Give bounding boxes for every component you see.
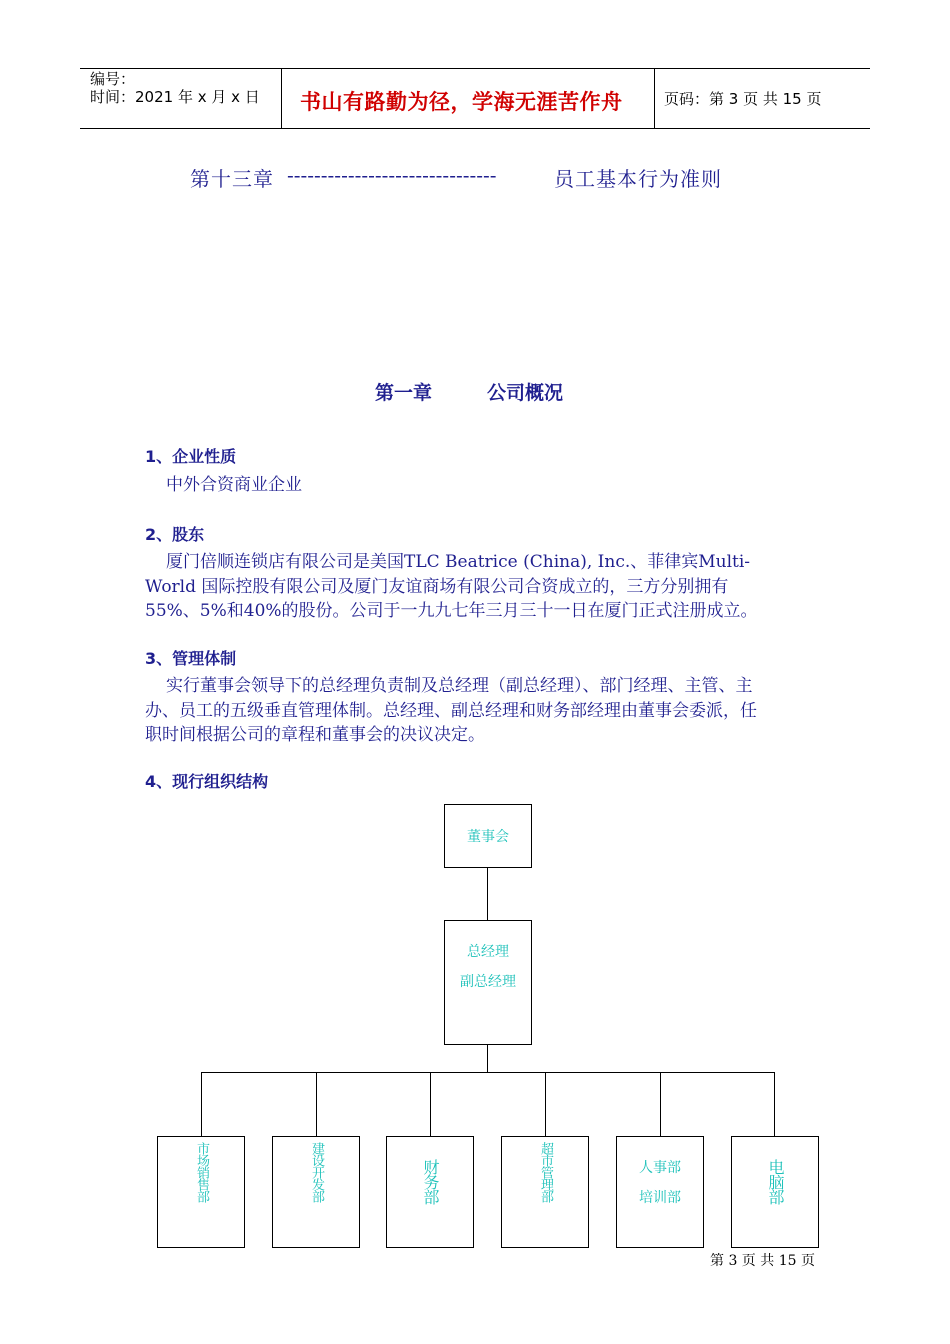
org-gm-box <box>444 920 532 1045</box>
header-page-info: 页码：第 3 页 共 15 页 <box>664 90 822 108</box>
section-3-line-2: 办、员工的五级垂直管理体制。总经理、副总经理和财务部经理由董事会委派，任 <box>145 701 757 721</box>
dept-label-marketing: 市场销售部 <box>194 1142 209 1202</box>
dept-label-supermarket: 超市管理部 <box>538 1142 553 1202</box>
section-heading-3: 3、管理体制 <box>145 649 237 668</box>
dept-label-it: 电脑部 <box>766 1159 785 1204</box>
org-dept-hr <box>616 1136 704 1248</box>
page-footer: 第 3 页 共 15 页 <box>710 1253 815 1269</box>
serial-label: 编号： <box>90 70 136 88</box>
header-divider-left <box>281 68 282 129</box>
connector-dept-2 <box>316 1072 317 1136</box>
connector-dept-3 <box>430 1072 431 1136</box>
org-dept-supermarket <box>501 1136 589 1248</box>
connector-dept-6 <box>774 1072 775 1136</box>
org-dept-marketing <box>157 1136 245 1248</box>
header-top-rule <box>80 68 870 69</box>
connector-dept-1 <box>201 1072 202 1136</box>
toc-chapter: 第十三章 <box>190 167 274 191</box>
toc-title: 员工基本行为准则 <box>554 167 722 191</box>
connector-gm-bus <box>487 1045 488 1072</box>
connector-board-gm <box>487 868 488 920</box>
connector-dept-5 <box>660 1072 661 1136</box>
date-label: 时间：2021 年 x 月 x 日 <box>90 88 260 106</box>
section-heading-1: 1、企业性质 <box>145 447 237 466</box>
section-body-1: 中外合资商业企业 <box>166 475 302 495</box>
chapter-title: 公司概况 <box>487 382 564 404</box>
section-3-line-1: 实行董事会领导下的总经理负责制及总经理（副总经理）、部门经理、主管、主 <box>166 676 753 696</box>
toc-dashes: ------------------------------- <box>287 163 497 187</box>
dept-label-hr: 人事部 <box>639 1160 681 1176</box>
org-dept-it <box>731 1136 819 1248</box>
org-dept-finance <box>386 1136 474 1248</box>
header-motto: 书山有路勤为径，学海无涯苦作舟 <box>300 89 623 114</box>
section-2-line-1: 厦门倍顺连锁店有限公司是美国TLC Beatrice (China), Inc.、菲律宾Multi- <box>166 552 751 572</box>
org-dept-construction <box>272 1136 360 1248</box>
section-heading-2: 2、股东 <box>145 525 205 544</box>
dept-label-training: 培训部 <box>639 1190 681 1206</box>
org-board-box <box>444 804 532 868</box>
org-board-label: 董事会 <box>467 829 509 845</box>
section-3-line-3: 职时间根据公司的章程和董事会的决议决定。 <box>145 725 485 745</box>
header-divider-right <box>654 68 655 129</box>
dept-label-finance: 财务部 <box>421 1159 440 1204</box>
org-gm-label: 总经理 <box>467 944 509 960</box>
section-heading-4: 4、现行组织结构 <box>145 772 269 791</box>
dept-label-construction: 建设开发部 <box>309 1142 324 1202</box>
section-2-line-2: World 国际控股有限公司及厦门友谊商场有限公司合资成立的，三方分别拥有 <box>145 577 729 597</box>
org-deputy-gm-label: 副总经理 <box>460 974 516 990</box>
connector-dept-4 <box>545 1072 546 1136</box>
connector-horizontal-bus <box>201 1072 775 1073</box>
header-bottom-rule <box>80 128 870 129</box>
chapter-number: 第一章 <box>375 382 433 404</box>
section-2-line-3: 55%、5%和40%的股份。公司于一九九七年三月三十一日在厦门正式注册成立。 <box>145 601 758 621</box>
